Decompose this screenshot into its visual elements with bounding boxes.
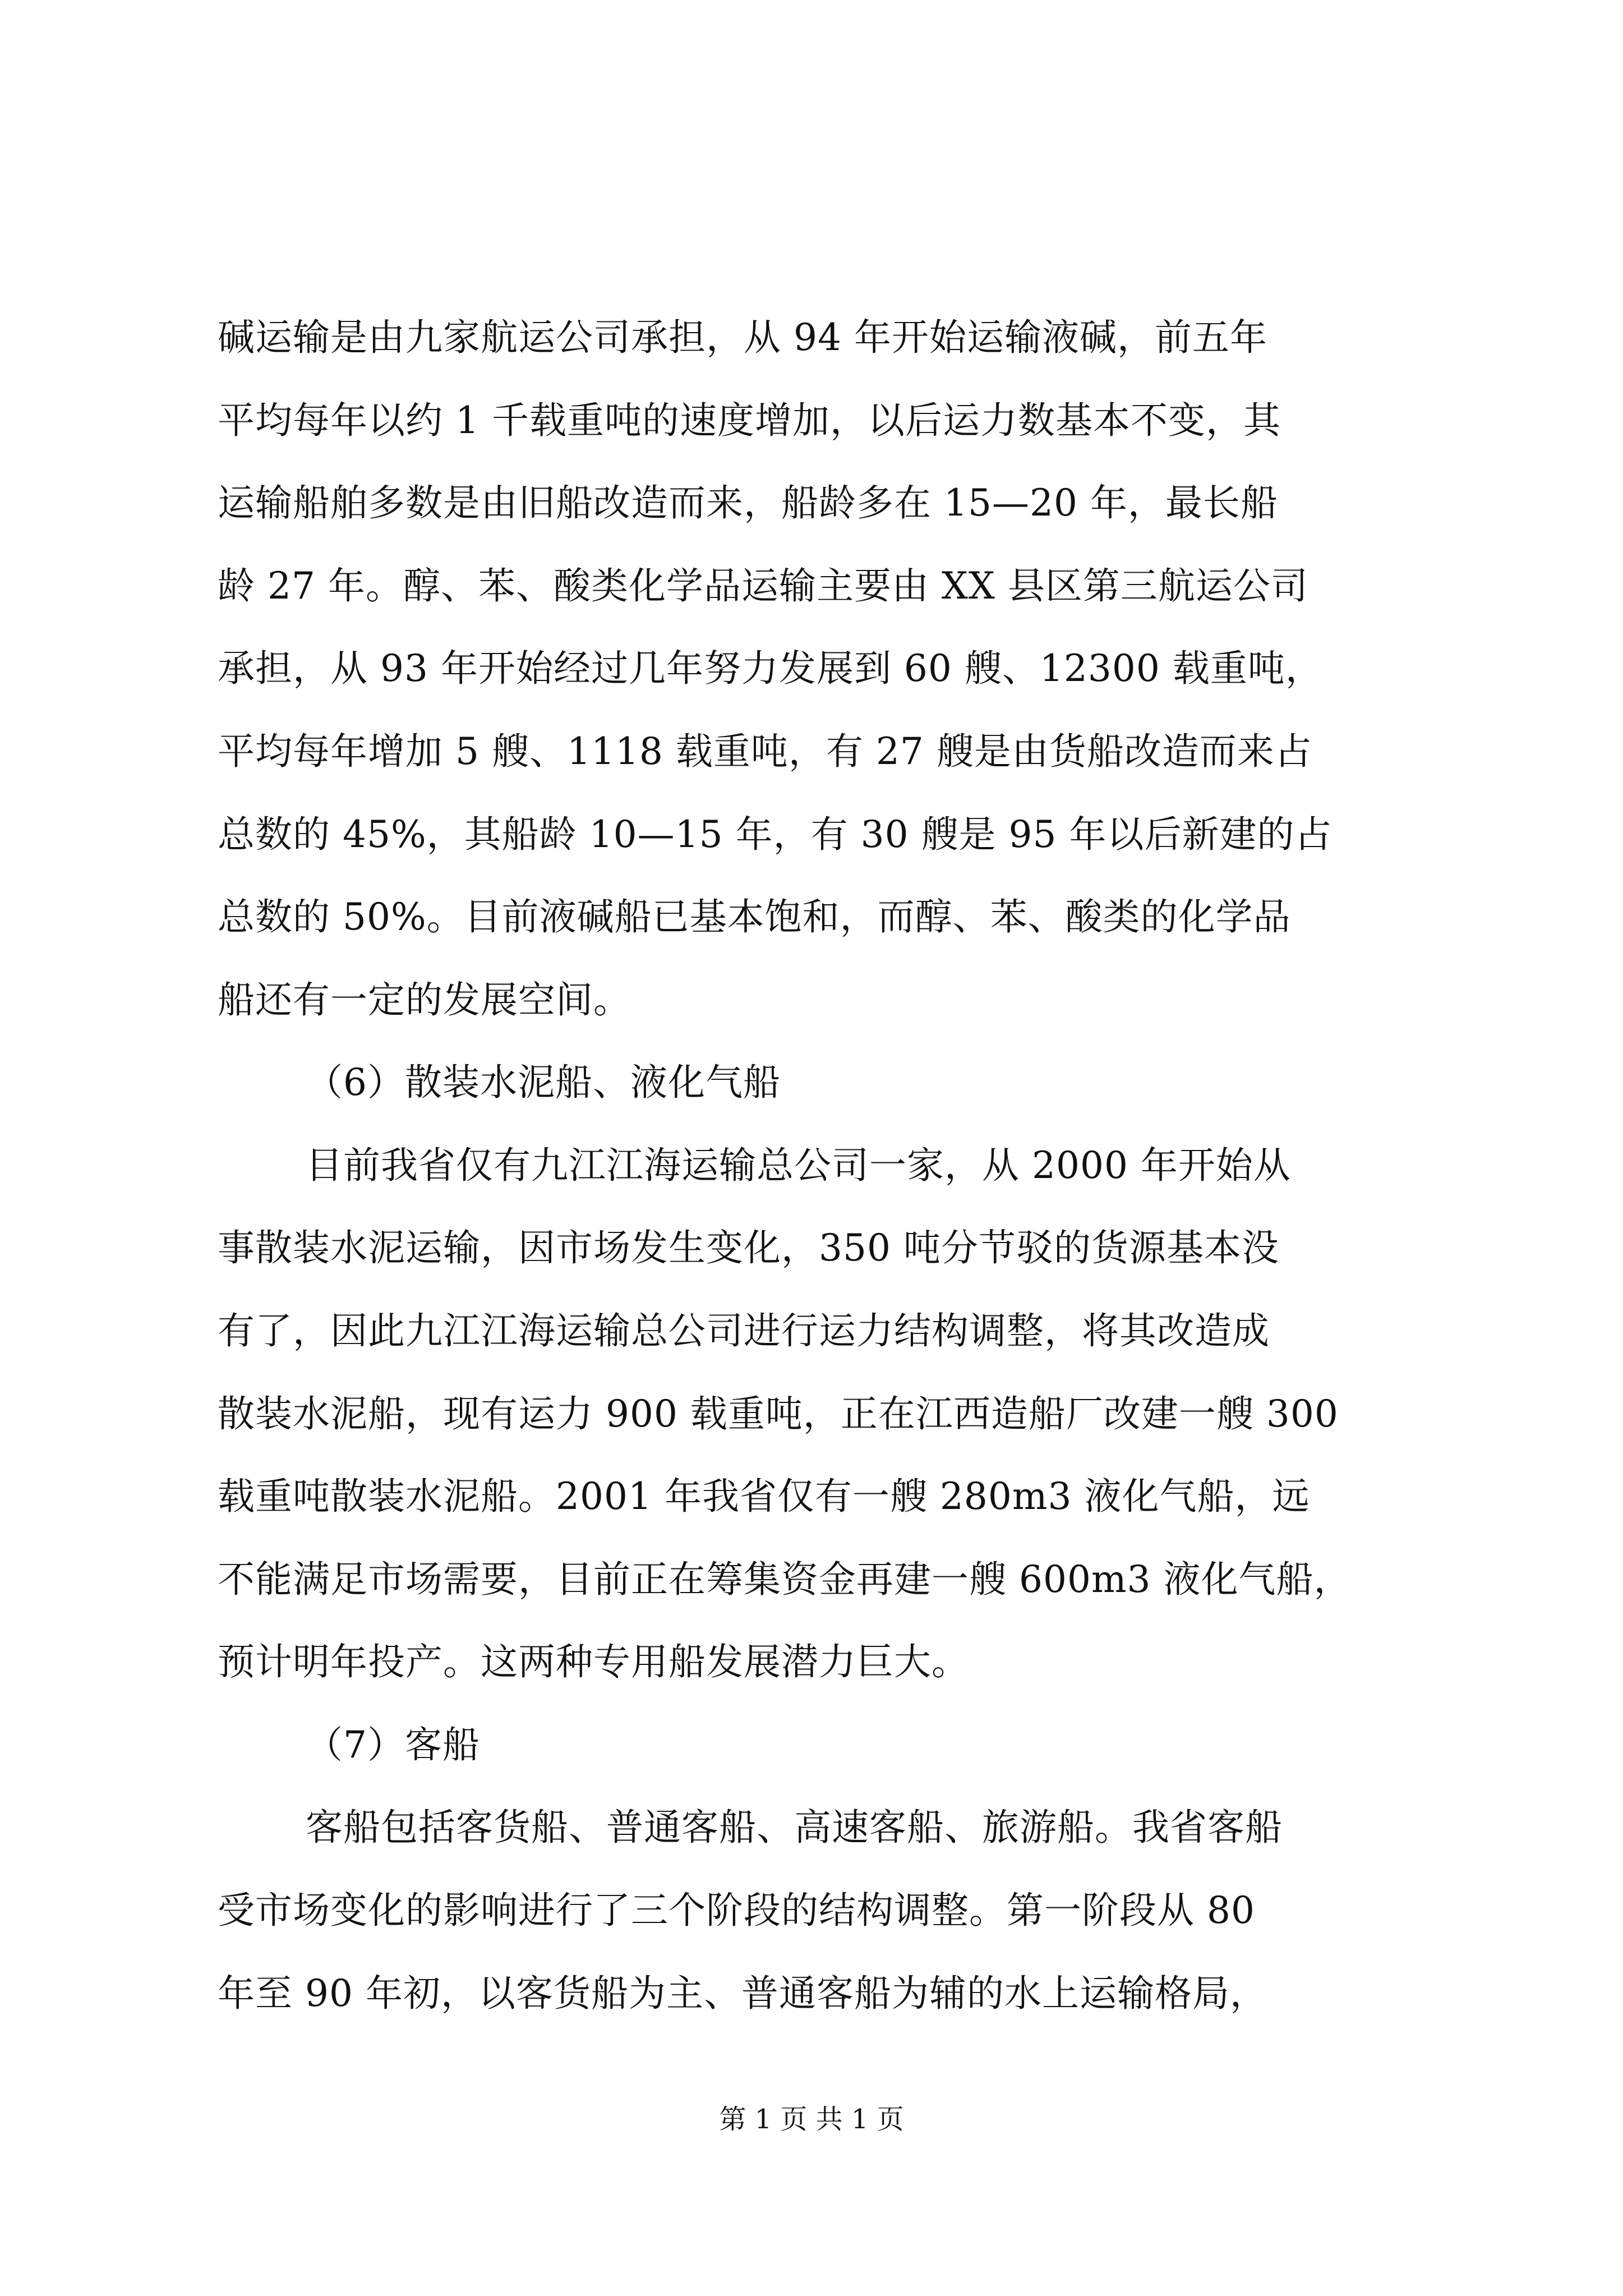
text-line: 平均每年增加 5 艘、1118 载重吨，有 27 艘是由货船改造而来占 xyxy=(218,730,1312,773)
section-heading: （6）散装水泥船、液化气船 xyxy=(306,1061,781,1104)
text-line: 总数的 50%。目前液碱船已基本饱和，而醇、苯、酸类的化学品 xyxy=(218,895,1291,938)
page-footer: 第 1 页 共 1 页 xyxy=(719,2104,904,2135)
text-line: 有了，因此九江江海运输总公司进行运力结构调整，将其改造成 xyxy=(218,1309,1270,1352)
text-line: 目前我省仅有九江江海运输总公司一家，从 2000 年开始从 xyxy=(306,1144,1291,1187)
text-line: 承担，从 93 年开始经过几年努力发展到 60 艘、12300 载重吨， xyxy=(218,647,1323,690)
text-line: 预计明年投产。这两种专用船发展潜力巨大。 xyxy=(218,1640,969,1683)
text-line: 船还有一定的发展空间。 xyxy=(218,978,631,1022)
text-line: 运输船舶多数是由旧船改造而来，船龄多在 15—20 年，最长船 xyxy=(218,481,1278,524)
text-line: 客船包括客货船、普通客船、高速客船、旅游船。我省客船 xyxy=(306,1806,1283,1849)
text-line: 事散装水泥运输，因市场发生变化，350 吨分节驳的货源基本没 xyxy=(218,1226,1279,1269)
text-line: 总数的 45%，其船龄 10—15 年，有 30 艘是 95 年以后新建的占 xyxy=(218,813,1332,856)
text-line: 受市场变化的影响进行了三个阶段的结构调整。第一阶段从 80 xyxy=(218,1889,1255,1932)
text-line: 散装水泥船，现有运力 900 载重吨，正在江西造船厂改建一艘 300 xyxy=(218,1392,1339,1435)
text-line: 龄 27 年。醇、苯、酸类化学品运输主要由 XX 县区第三航运公司 xyxy=(218,564,1308,608)
text-line: 年至 90 年初，以客货船为主、普通客船为辅的水上运输格局， xyxy=(218,1972,1267,2015)
text-line: 碱运输是由九家航运公司承担，从 94 年开始运输液碱，前五年 xyxy=(218,316,1267,359)
text-line: 平均每年以约 1 千载重吨的速度增加，以后运力数基本不变，其 xyxy=(218,399,1281,442)
text-line: 不能满足市场需要，目前正在筹集资金再建一艘 600m3 液化气船， xyxy=(218,1558,1352,1601)
section-heading: （7）客船 xyxy=(306,1723,480,1766)
text-line: 载重吨散装水泥船。2001 年我省仅有一艘 280m3 液化气船，远 xyxy=(218,1475,1310,1518)
